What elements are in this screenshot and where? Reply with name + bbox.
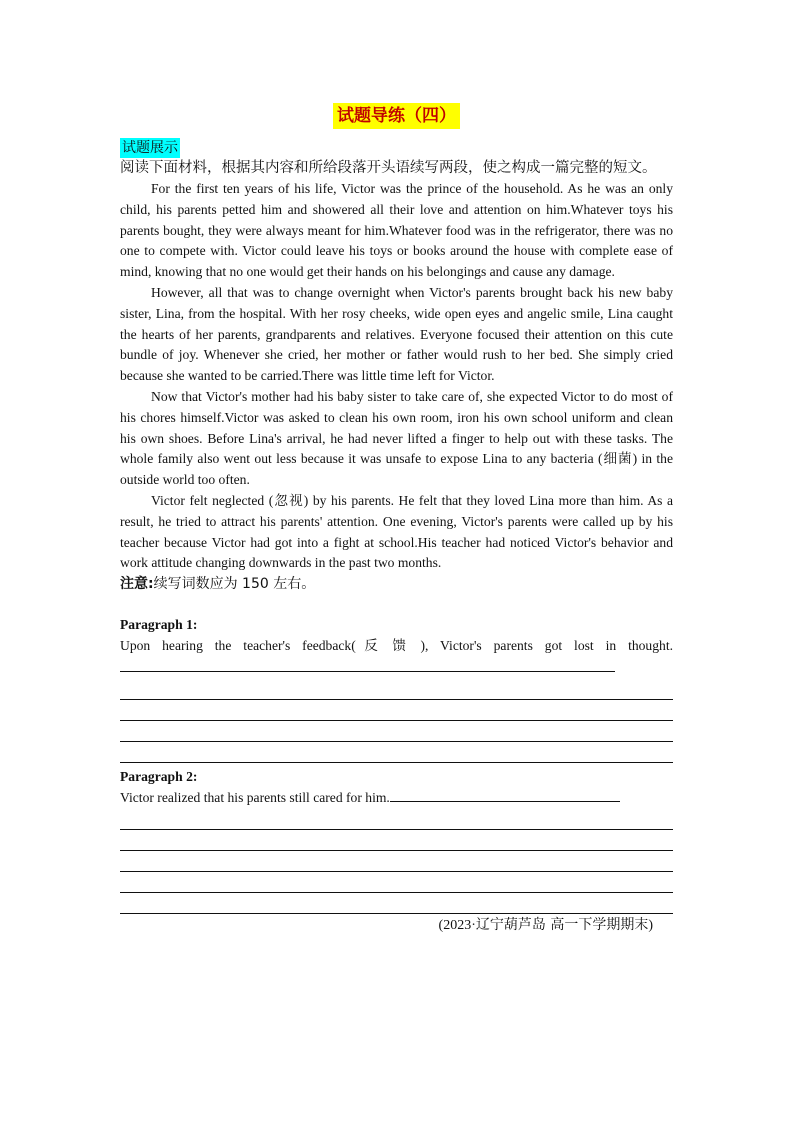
passage-paragraph-3: Now that Victor's mother had his baby sister to take care of, she expected Victor to do most of his chores himself.Victor was asked to clean his own room, iron his own school uniform and clean his own shoes. Before Lina's arrival, he had never lifted a finger to help out with these tasks. The whole family also went out less because it was unsafe to expose Lina to any bacteria (细菌) in the outside world too often. [120,388,673,488]
word-count-note [120,574,673,595]
source-citation [120,914,673,937]
paragraph1-answer-blank[interactable] [120,657,615,672]
paragraph2-lead [120,787,673,809]
paragraph1-answer-line-1[interactable] [120,679,673,700]
paragraph1-answer-line-2[interactable] [120,700,673,721]
source-name: 辽宁葫芦岛 高一下学期期末 [475,917,649,934]
paragraph2-answer-line-3[interactable] [120,851,673,872]
paragraph2-answer-line-2[interactable] [120,830,673,851]
paragraph2-answer-line-5[interactable] [120,893,673,914]
paragraph2-answer-line-1[interactable] [120,809,673,830]
paragraph1-answer-line-4[interactable] [120,742,673,763]
passage-paragraph-2: However, all that was to change overnight when Victor's parents brought back his new baby sister, Lina, from the hospital. With her rosy cheeks, wide open eyes and angelic smile, Lina caught the hearts of her parents, grandparents and relatives. Everyone focused their attention on this cute bundle of joy. Whenever she cried, her mother or father would rush to her bed. She simply cried because she wanted to be carried.There was little time left for Victor. [120,284,673,384]
paragraph1-lead [120,636,673,679]
paragraph1-lead-a: Upon hearing the teacher's feedback( [120,637,356,653]
section-tag-row [120,133,673,158]
paragraph2-lead-text: Victor realized that his parents still cared for him. [120,790,390,806]
page-title: 试题导练（四） [333,103,460,129]
paragraph1-lead-cn: 反馈 [355,637,421,654]
source-suffix: ) [648,918,653,934]
note-text: 续写词数应为 150 左右。 [153,576,316,593]
instruction-text: 阅读下面材料，根据其内容和所给段落开头语续写两段，使之构成一篇完整的短文。 [120,160,657,176]
worksheet-page [120,100,673,937]
section-tag: 试题展示 [122,140,178,156]
source-prefix: (2023· [438,918,476,934]
note-label: 注意: [120,576,154,593]
paragraph2-label: Paragraph 2: [120,768,198,784]
title-wrap [120,103,673,133]
paragraph2-answer-line-4[interactable] [120,872,673,893]
paragraph1-lead-b: ), Victor's parents got lost in thought. [420,637,674,653]
paragraph1-label: Paragraph 1: [120,617,198,633]
paragraph1-answer-line-3[interactable] [120,721,673,742]
passage-paragraph-1: For the first ten years of his life, Victor was the prince of the household. As he was an only child, his parents petted him and showered all their love and attention on him.Whatever toys his parents bought, they were always meant for him.Whatever food was in the refrigerator, there was no one to compete with. Victor could leave his toys or books around the house with complete ease of mind, knowing that no one would get their hands on his belongings and cause any damage. [120,181,673,280]
paragraph2-answer-blank[interactable] [390,787,620,802]
passage-paragraph-4: Victor felt neglected (忽视) by his parents. He felt that they loved Lina more than him. As a result, he tried to attract his parents' attention. One evening, Victor's parents were called up by his teacher because Victor had got into a fight at school.His teacher had noticed Victor's behavior and work attitude changing downwards in the past two months. [120,492,673,571]
